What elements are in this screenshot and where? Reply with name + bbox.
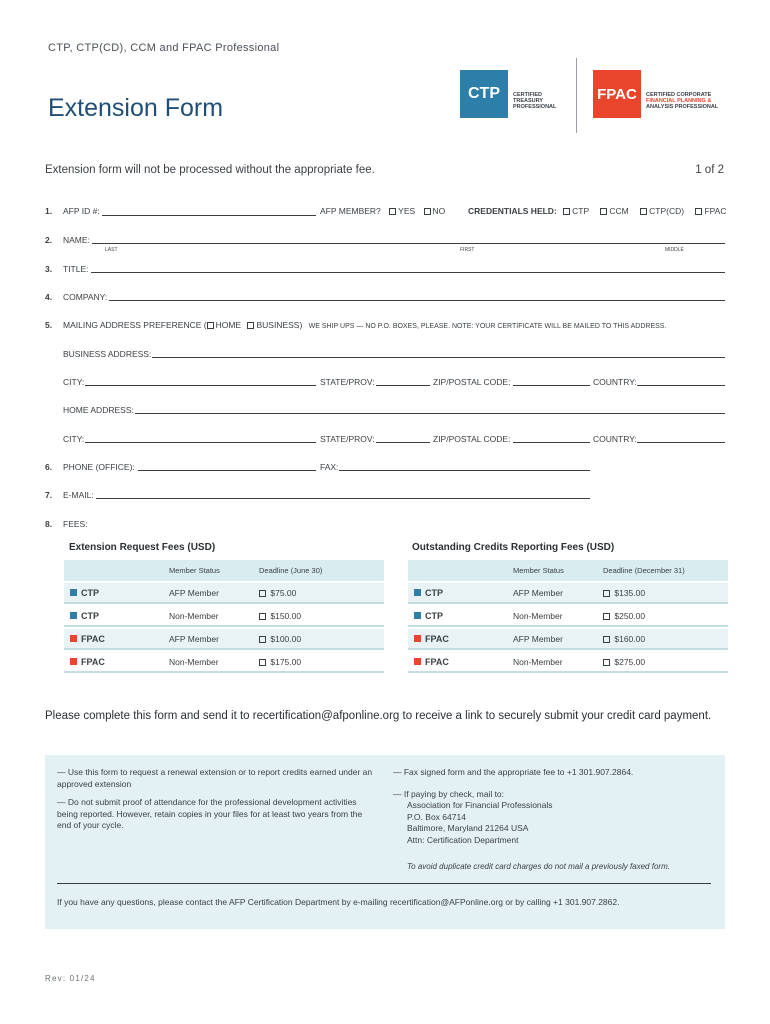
country-label: COUNTRY:: [593, 377, 637, 387]
fee-amount: $135.00: [614, 587, 646, 598]
status-cell: Non-Member: [513, 610, 563, 621]
fee-amount: $275.00: [614, 656, 646, 667]
fpac-logo-line: FINANCIAL PLANNING &: [646, 98, 712, 104]
afp-member-label: [320, 206, 445, 216]
contact-note: If you have any questions, please contact the AFP Certification Department by e-mailing recertification@AFPonline.org or by calling +1 301.907.2862.: [57, 897, 620, 907]
item-number: 3.: [45, 264, 53, 274]
ctp-color-square: [70, 612, 77, 619]
info-item-proof: — Do not submit proof of attendance for the professional development activities being reported. However, retain copies in your files for at least two years from the end of your cycle.: [57, 797, 363, 830]
header-cell: Member Status: [169, 566, 220, 575]
fpac-color-square: [414, 635, 421, 642]
ctp-color-square: [70, 589, 77, 596]
table-header: [64, 560, 384, 581]
ctp-label: CTP: [572, 206, 590, 216]
credential-text: CTP: [81, 587, 99, 598]
fee-checkbox[interactable]: [259, 636, 266, 643]
fee-cell[interactable]: [603, 657, 728, 667]
home-address-field[interactable]: [135, 413, 725, 414]
table-row: [408, 652, 728, 673]
fee-checkbox[interactable]: [603, 613, 610, 620]
logo-divider: [576, 58, 577, 133]
credential-text: FPAC: [425, 633, 449, 644]
mailing-pref-label: MAILING ADDRESS PREFERENCE (: [63, 320, 207, 330]
email-field[interactable]: [96, 498, 590, 499]
table-row: [408, 583, 728, 604]
address-line: P.O. Box 64714: [407, 811, 466, 822]
ctp-logo-line: CERTIFIED: [513, 92, 543, 98]
home-state-field[interactable]: [376, 442, 430, 443]
ctpcd-checkbox[interactable]: [640, 208, 647, 215]
fpac-logo-line: ANALYSIS PROFESSIONAL: [646, 104, 719, 110]
fpac-color-square: [70, 658, 77, 665]
business-address-field[interactable]: [152, 357, 725, 358]
title-field[interactable]: [91, 272, 725, 273]
fee-cell[interactable]: [259, 634, 384, 644]
header-cell: Member Status: [513, 566, 564, 575]
business-checkbox[interactable]: [247, 322, 254, 329]
fee-cell[interactable]: [603, 611, 728, 621]
fpac-logo-text: [646, 92, 718, 110]
intro-text: Extension form will not be processed without the appropriate fee.: [45, 164, 375, 176]
credential-cell: [408, 611, 513, 621]
ctp-logo: CTP: [460, 70, 508, 118]
status-cell: AFP Member: [169, 587, 219, 598]
item-number: 5.: [45, 320, 53, 330]
fee-checkbox[interactable]: [603, 590, 610, 597]
item-number: 4.: [45, 292, 53, 302]
name-label: NAME:: [63, 235, 90, 245]
no-label: NO: [432, 206, 446, 216]
credential-cell: [408, 634, 513, 644]
zip-label: ZIP/POSTAL CODE:: [433, 434, 511, 444]
fee-checkbox[interactable]: [603, 636, 610, 643]
info-divider: [57, 883, 711, 884]
fee-checkbox[interactable]: [259, 659, 266, 666]
fee-cell[interactable]: [259, 611, 384, 621]
mailing-note: WE SHIP UPS — NO P.O. BOXES, PLEASE. NOTE: YOUR CERTIFICATE WILL BE MAILED TO THIS ADDRESS.: [308, 323, 667, 330]
home-label: HOME: [215, 320, 242, 330]
page-number: 1 of 2: [695, 164, 724, 176]
status-cell: AFP Member: [513, 633, 563, 644]
fpac-logo-line: CERTIFIED CORPORATE: [646, 92, 712, 98]
table-row: [64, 629, 384, 650]
first-hint: FIRST: [460, 247, 475, 253]
header-cell: Deadline (June 30): [259, 566, 323, 575]
fpac-label: FPAC: [704, 206, 727, 216]
home-country-field[interactable]: [637, 442, 725, 443]
info-item-fax: — Fax signed form and the appropriate fee to +1 301.907.2864.: [393, 767, 634, 777]
business-zip-field[interactable]: [513, 385, 590, 386]
yes-checkbox[interactable]: [389, 208, 396, 215]
ctp-checkbox[interactable]: [563, 208, 570, 215]
business-city-field[interactable]: [85, 385, 316, 386]
business-country-field[interactable]: [637, 385, 725, 386]
table-row: [64, 606, 384, 627]
item-number: 1.: [45, 206, 53, 216]
extension-fees-table: [64, 560, 384, 673]
last-hint: LAST: [105, 247, 118, 253]
fee-amount: $100.00: [270, 633, 302, 644]
ctpcd-label: CTP(CD): [649, 206, 685, 216]
fee-checkbox[interactable]: [603, 659, 610, 666]
fee-cell[interactable]: [259, 588, 384, 598]
zip-label: ZIP/POSTAL CODE:: [433, 377, 511, 387]
ctp-logo-line: TREASURY: [513, 98, 544, 104]
home-city-field[interactable]: [85, 442, 316, 443]
duplicate-charge-note: To avoid duplicate credit card charges do not mail a previously faxed form.: [407, 862, 670, 871]
mailing-address: [407, 800, 707, 846]
fee-checkbox[interactable]: [259, 590, 266, 597]
country-label: COUNTRY:: [593, 434, 637, 444]
no-checkbox[interactable]: [424, 208, 431, 215]
table-row: [64, 652, 384, 673]
credential-text: CTP: [81, 610, 99, 621]
fee-cell[interactable]: [603, 634, 728, 644]
submission-instructions: Please complete this form and send it to recertification@afponline.org to receive a link to securely submit your credit card payment.: [45, 710, 712, 722]
info-item-use: — Use this form to request a renewal extension or to report credits earned under an approved extension: [57, 767, 373, 789]
fees-label: FEES:: [63, 519, 88, 529]
status-cell: AFP Member: [513, 587, 563, 598]
credential-cell: [64, 611, 169, 621]
credential-text: FPAC: [425, 656, 449, 667]
item-number: 8.: [45, 519, 53, 529]
title-label: TITLE:: [63, 264, 89, 274]
fpac-checkbox[interactable]: [695, 208, 702, 215]
outstanding-credits-table: [408, 560, 728, 673]
ccm-checkbox[interactable]: [600, 208, 607, 215]
outstanding-credits-title: Outstanding Credits Reporting Fees (USD): [412, 542, 615, 553]
afp-id-field[interactable]: [102, 215, 316, 216]
fpac-logo: FPAC: [593, 70, 641, 118]
info-box: [45, 755, 725, 929]
email-label: E-MAIL:: [63, 490, 94, 500]
page-title: Extension Form: [48, 94, 224, 122]
header-cell: Deadline (December 31): [603, 566, 685, 575]
home-checkbox[interactable]: [207, 322, 214, 329]
state-label: STATE/PROV:: [320, 434, 375, 444]
ccm-label: CCM: [609, 206, 629, 216]
fee-amount: $150.00: [270, 610, 302, 621]
status-cell: AFP Member: [169, 633, 219, 644]
table-row: [408, 629, 728, 650]
fpac-color-square: [70, 635, 77, 642]
fee-amount: $75.00: [270, 587, 297, 598]
table-row: [64, 583, 384, 604]
credential-text: FPAC: [81, 656, 105, 667]
status-cell: Non-Member: [169, 610, 219, 621]
credential-text: CTP: [425, 587, 443, 598]
status-cell: Non-Member: [169, 656, 219, 667]
business-address-label: BUSINESS ADDRESS:: [63, 349, 152, 359]
address-line: Association for Financial Professionals: [407, 800, 553, 810]
credential-cell: [408, 657, 513, 667]
table-row: [408, 606, 728, 627]
fee-amount: $250.00: [614, 610, 646, 621]
name-field[interactable]: [92, 243, 725, 244]
credential-text: FPAC: [81, 633, 105, 644]
company-label: COMPANY:: [63, 292, 108, 302]
info-item-check: — If paying by check, mail to:: [393, 789, 505, 799]
phone-field[interactable]: [138, 470, 316, 471]
credentials-group: [468, 206, 727, 216]
credential-cell: [408, 588, 513, 598]
fee-cell[interactable]: [259, 657, 384, 667]
ctp-logo-text: [513, 92, 556, 110]
middle-hint: MIDDLE: [665, 247, 684, 253]
credential-cell: [64, 634, 169, 644]
item-number: 6.: [45, 462, 53, 472]
credential-cell: [64, 588, 169, 598]
credentials-label: CREDENTIALS HELD:: [468, 206, 557, 216]
fee-amount: $175.00: [270, 656, 302, 667]
city-label: CITY:: [63, 434, 85, 444]
form-subtitle: CTP, CTP(CD), CCM and FPAC Professional: [48, 42, 280, 54]
city-label: CITY:: [63, 377, 85, 387]
ctp-color-square: [414, 589, 421, 596]
business-label: BUSINESS): [256, 320, 303, 330]
item-number: 7.: [45, 490, 53, 500]
afp-id-label: AFP ID #:: [63, 206, 100, 216]
credential-cell: [64, 657, 169, 667]
fpac-color-square: [414, 658, 421, 665]
table-header: [408, 560, 728, 581]
item-number: 2.: [45, 235, 53, 245]
home-address-label: HOME ADDRESS:: [63, 405, 134, 415]
credential-text: CTP: [425, 610, 443, 621]
fax-field[interactable]: [339, 470, 590, 471]
state-label: STATE/PROV:: [320, 377, 375, 387]
address-line: Baltimore, Maryland 21264 USA: [407, 823, 529, 833]
afp-member-text: AFP MEMBER?: [320, 206, 381, 216]
fax-label: FAX:: [320, 462, 339, 472]
business-state-field[interactable]: [376, 385, 430, 386]
address-line: Attn: Certification Department: [407, 834, 519, 845]
status-cell: Non-Member: [513, 656, 563, 667]
ctp-logo-line: PROFESSIONAL: [513, 104, 557, 110]
mailing-preference: [63, 320, 666, 330]
company-field[interactable]: [109, 300, 725, 301]
phone-label: PHONE (OFFICE):: [63, 462, 135, 472]
fee-amount: $160.00: [614, 633, 646, 644]
ctp-color-square: [414, 612, 421, 619]
yes-label: YES: [398, 206, 416, 216]
fee-cell[interactable]: [603, 588, 728, 598]
revision-label: Rev: 01/24: [45, 974, 96, 983]
extension-fees-title: Extension Request Fees (USD): [69, 542, 216, 553]
fee-checkbox[interactable]: [259, 613, 266, 620]
home-zip-field[interactable]: [513, 442, 590, 443]
